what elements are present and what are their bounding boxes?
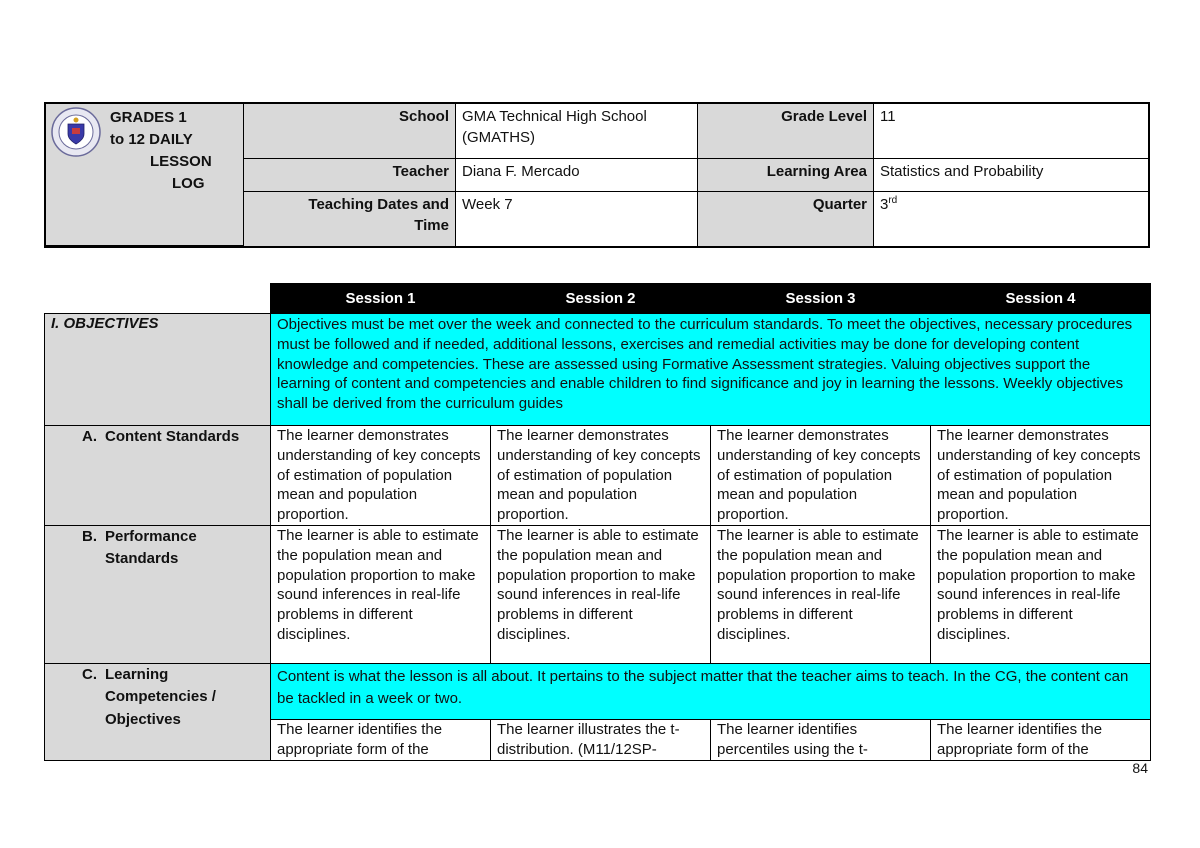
learning-competencies-note: Content is what the lesson is all about. It pertains to the subject matter that the teacher aims to teach. In the CG, the content can be tackled in a week or two. (271, 663, 1151, 719)
section-letter: B. (82, 527, 97, 545)
table-cell: The learner identifies the appropriate form of the (931, 719, 1151, 760)
school-label: School (244, 104, 456, 159)
table-cell: The learner illustrates the t-distribution. (M11/12SP- (491, 719, 711, 760)
teaching-dates-label-line: Time (414, 217, 449, 234)
quarter-label: Quarter (698, 192, 874, 246)
teaching-dates-value: Week 7 (456, 192, 698, 246)
learning-area-label: Learning Area (698, 159, 874, 192)
section-title-line: Objectives (105, 710, 181, 728)
section-letter: C. (82, 665, 97, 683)
lesson-log-header (44, 102, 1150, 248)
content-standards-row (45, 426, 1151, 526)
session-header: Session 1 (271, 284, 491, 314)
content-standards-label (45, 426, 271, 526)
session-header-row (45, 284, 1151, 314)
school-value-line: (GMATHS) (462, 129, 536, 146)
objectives-label: I. OBJECTIVES (45, 314, 271, 426)
brand-cell (46, 104, 244, 246)
title-line: LESSON (150, 153, 212, 170)
blank-cell (45, 284, 271, 314)
table-cell: The learner demonstrates understanding of key concepts of estimation of population mean and population proportion. (711, 426, 931, 526)
section-title-line: Competencies / (105, 688, 216, 706)
school-value (456, 104, 698, 159)
school-value-line: GMA Technical High School (462, 108, 647, 125)
section-title-line: Learning (105, 665, 169, 683)
deped-seal-icon (50, 106, 102, 158)
quarter-value (874, 192, 1148, 246)
learning-competencies-note-row (45, 663, 1151, 719)
objectives-row (45, 314, 1151, 426)
title-line: GRADES 1 (110, 109, 187, 126)
table-cell: The learner demonstrates understanding of key concepts of estimation of population mean and population proportion. (491, 426, 711, 526)
grade-level-label: Grade Level (698, 104, 874, 159)
section-title (105, 664, 216, 732)
performance-standards-row (45, 525, 1151, 663)
section-title-line: Performance (105, 527, 197, 545)
lesson-table (44, 283, 1151, 761)
table-cell: The learner identifies the appropriate form of the (271, 719, 491, 760)
table-cell: The learner identifies percentiles using the t- (711, 719, 931, 760)
table-cell: The learner demonstrates understanding of key concepts of estimation of population mean and population proportion. (271, 426, 491, 526)
table-cell: The learner is able to estimate the population mean and population proportion to make sound inferences in real-life problems in different disciplines. (711, 525, 931, 663)
quarter-suffix: rd (888, 195, 898, 206)
objectives-text: Objectives must be met over the week and connected to the curriculum standards. To meet the objectives, necessary procedures must be followed and if needed, additional lessons, exercises and remedial activities may be done for developing content knowledge and competencies. These are assessed using Formative Assessment strategies. Valuing objectives support the learning of content and competencies and enable children to find significance and joy in learning the lessons. Weekly objectives shall be derived from the curriculum guides (271, 314, 1151, 426)
section-title (105, 526, 197, 570)
teaching-dates-label-line: Teaching Dates and (308, 196, 449, 213)
lesson-log-title (110, 106, 212, 243)
grade-level-value: 11 (874, 104, 1148, 159)
title-line: to 12 DAILY (110, 131, 193, 148)
page-number: 84 (1132, 760, 1148, 776)
session-header: Session 2 (491, 284, 711, 314)
section-letter: A. (82, 428, 97, 445)
table-cell: The learner is able to estimate the population mean and population proportion to make sound inferences in real-life problems in different disciplines. (931, 525, 1151, 663)
title-line: LOG (172, 175, 205, 192)
section-title: Content Standards (105, 428, 240, 445)
table-cell: The learner is able to estimate the population mean and population proportion to make sound inferences in real-life problems in different disciplines. (491, 525, 711, 663)
teaching-dates-label (244, 192, 456, 246)
learning-area-value: Statistics and Probability (874, 159, 1148, 192)
quarter-number: 3 (880, 196, 889, 213)
table-cell: The learner is able to estimate the population mean and population proportion to make sound inferences in real-life problems in different disciplines. (271, 525, 491, 663)
session-header: Session 3 (711, 284, 931, 314)
section-title-line: Standards (105, 549, 179, 567)
teacher-value: Diana F. Mercado (456, 159, 698, 192)
performance-standards-label (45, 525, 271, 663)
table-cell: The learner demonstrates understanding of key concepts of estimation of population mean and population proportion. (931, 426, 1151, 526)
teacher-label: Teacher (244, 159, 456, 192)
session-header: Session 4 (931, 284, 1151, 314)
learning-competencies-label (45, 663, 271, 760)
